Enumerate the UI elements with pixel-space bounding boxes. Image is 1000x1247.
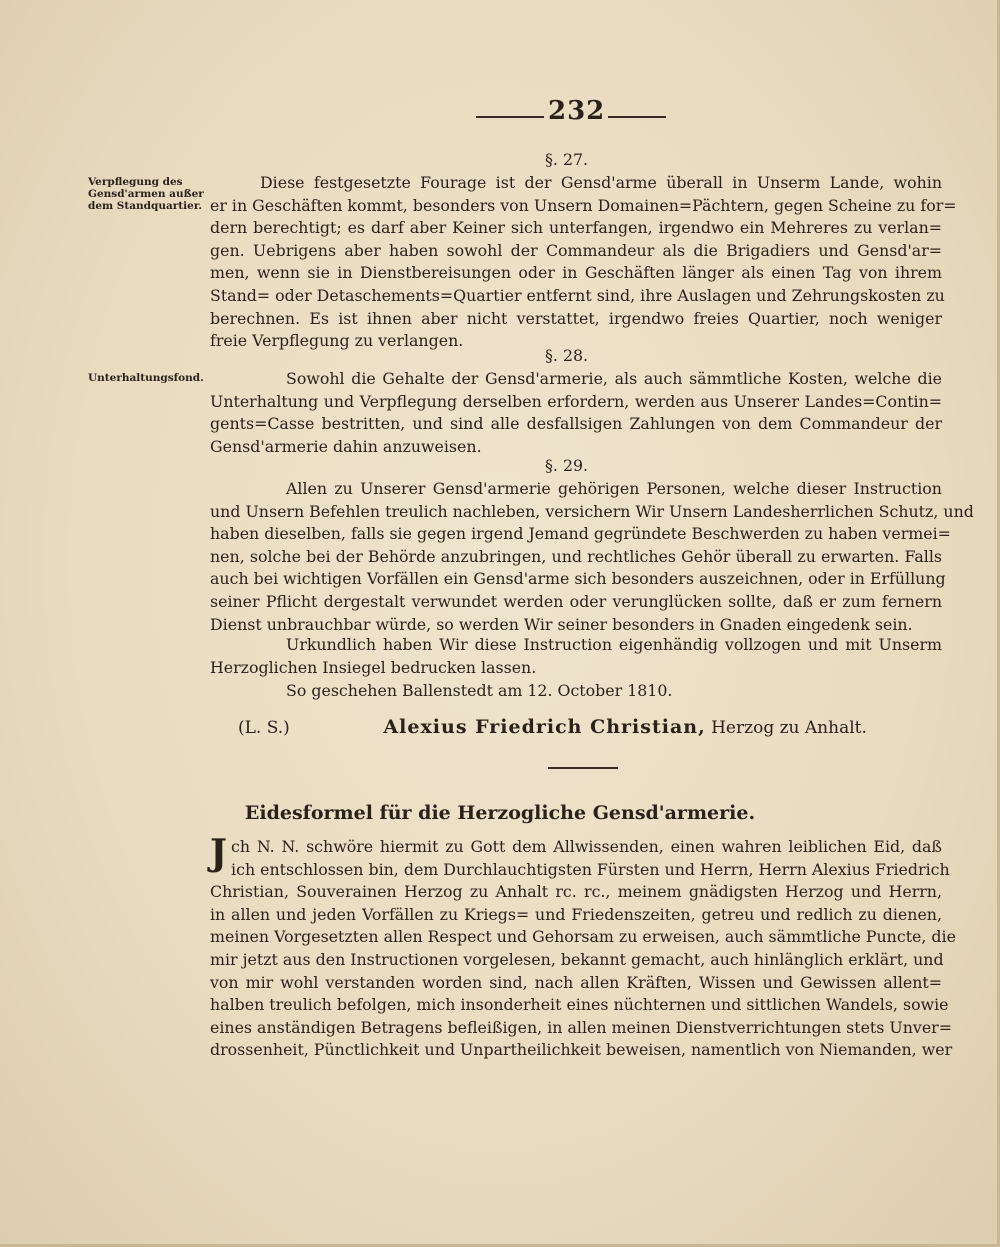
margin-note-unterhaltungsfond: Unterhaltungsfond. (88, 372, 204, 384)
text-line: Herzoglichen Insiegel bedrucken lassen. (210, 657, 537, 677)
text-line: mir jetzt aus den Instructionen vorgelesen, bekannt gemacht, auch hinlänglich erklärt, und (210, 949, 944, 969)
text-line: Christian, Souverainen Herzog zu Anhalt rc. rc., meinem gnädigsten Herzog und Herrn, (210, 882, 942, 902)
text-line: in allen und jeden Vorfällen zu Kriegs= und Friedenszeiten, getreu und redlich zu dienen, (210, 904, 942, 924)
text-line: eines anständigen Betragens befleißigen, in allen meinen Dienstverrichtungen stets Unver= (210, 1017, 952, 1037)
date-line (210, 680, 942, 703)
section-heading-28: §. 28. (545, 346, 589, 365)
header-rule-right (608, 116, 666, 118)
text-line: berechnen. Es ist ihnen aber nicht verstattet, irgendwo freies Quartier, noch weniger (210, 308, 942, 328)
text-line: Allen zu Unserer Gensd'armerie gehörigen Personen, welche dieser Instruction (286, 479, 942, 498)
text-line: haben dieselben, falls sie gegen irgend Jemand gegründete Beschwerden zu haben vermei= (210, 524, 951, 544)
text-line: men, wenn sie in Dienstbereisungen oder in Geschäften länger als einen Tag von ihrem (210, 263, 942, 283)
closing-paragraph (210, 634, 942, 679)
text-line: drossenheit, Pünctlichkeit und Unpartheilichkeit beweisen, namentlich von Niemanden, wer (210, 1040, 953, 1060)
text-line: Urkundlich haben Wir diese Instruction eigenhändig vollzogen und mit Unserm (286, 635, 942, 654)
signature-block (238, 716, 867, 738)
text-line: Gensd'armerie dahin anzuweisen. (210, 436, 482, 456)
text-line: ch N. N. schwöre hiermit zu Gott dem Allwissenden, einen wahren leiblichen Eid, daß (231, 837, 942, 856)
text-line: gen. Uebrigens aber haben sowohl der Commandeur als die Brigadiers und Gensd'ar= (210, 240, 942, 260)
text-line: Sowohl die Gehalte der Gensd'armerie, als auch sämmtliche Kosten, welche die (286, 369, 942, 388)
signatory-title: Herzog zu Anhalt. (711, 718, 867, 738)
text-line: er in Geschäften kommt, besonders von Unsern Domainen=Pächtern, gegen Scheine zu for= (210, 195, 957, 215)
text-line: meinen Vorgesetzten allen Respect und Gehorsam zu erweisen, auch sämmtliche Puncte, die (210, 927, 956, 947)
page-header (0, 96, 1000, 132)
text-line: Stand= oder Detaschements=Quartier entfernt sind, ihre Auslagen und Zehrungskosten zu (210, 285, 945, 305)
oath-title: Eidesformel für die Herzogliche Gensd'armerie. (244, 802, 756, 824)
header-rule-left (476, 116, 544, 118)
section-heading-27: §. 27. (545, 150, 589, 169)
text-line: seiner Pflicht dergestalt verwundet werden oder verunglücken sollte, daß er zum fernern (210, 591, 942, 611)
text-line: Dienst unbrauchbar würde, so werden Wir seiner besonders in Gnaden eingedenk sein. (210, 614, 913, 634)
text-line: Diese festgesetzte Fourage ist der Gensd'arme überall in Unserm Lande, wohin (260, 173, 942, 192)
paragraph-27 (210, 172, 957, 353)
oath-dropcap: J (210, 832, 228, 874)
text-line: freie Verpflegung zu verlangen. (210, 331, 464, 351)
text-line: So geschehen Ballenstedt am 12. October 1810. (286, 681, 673, 700)
margin-note-verpflegung: Verpflegung des Gensd'armen außer dem Standquartier. (88, 176, 204, 212)
signatory-name: Alexius Friedrich Christian, (383, 716, 706, 738)
text-line: dern berechtigt; es darf aber Keiner sich unterfangen, irgendwo ein Mehreres zu verlan= (210, 218, 942, 238)
text-line: gents=Casse bestritten, und sind alle desfallsigen Zahlungen von dem Commandeur der (210, 414, 942, 434)
oath-paragraph (210, 832, 956, 1062)
text-line: von mir wohl verstanden worden sind, nach allen Kräften, Wissen und Gewissen allent= (210, 972, 942, 992)
text-line: auch bei wichtigen Vorfällen ein Gensd'arme sich besonders auszeichnen, oder in Erfüllung (210, 569, 946, 589)
seal-mark: (L. S.) (238, 718, 290, 738)
paragraph-29 (210, 478, 974, 636)
section-divider (548, 767, 618, 769)
text-line: halben treulich befolgen, mich insonderheit eines nüchternen und sittlichen Wandels, sowie (210, 995, 949, 1015)
paragraph-28 (210, 368, 942, 458)
text-line: und Unsern Befehlen treulich nachleben, versichern Wir Unsern Landesherrlichen Schutz, und (210, 501, 974, 521)
text-line: Unterhaltung und Verpflegung derselben erfordern, werden aus Unserer Landes=Contin= (210, 391, 942, 411)
section-heading-29: §. 29. (545, 456, 589, 475)
text-line: ich entschlossen bin, dem Durchlauchtigsten Fürsten und Herrn, Herrn Alexius Friedrich (231, 859, 950, 879)
page-number: 232 (548, 96, 606, 126)
text-line: nen, solche bei der Behörde anzubringen, und rechtliches Gehör überall zu erwarten. Falls (210, 546, 942, 566)
